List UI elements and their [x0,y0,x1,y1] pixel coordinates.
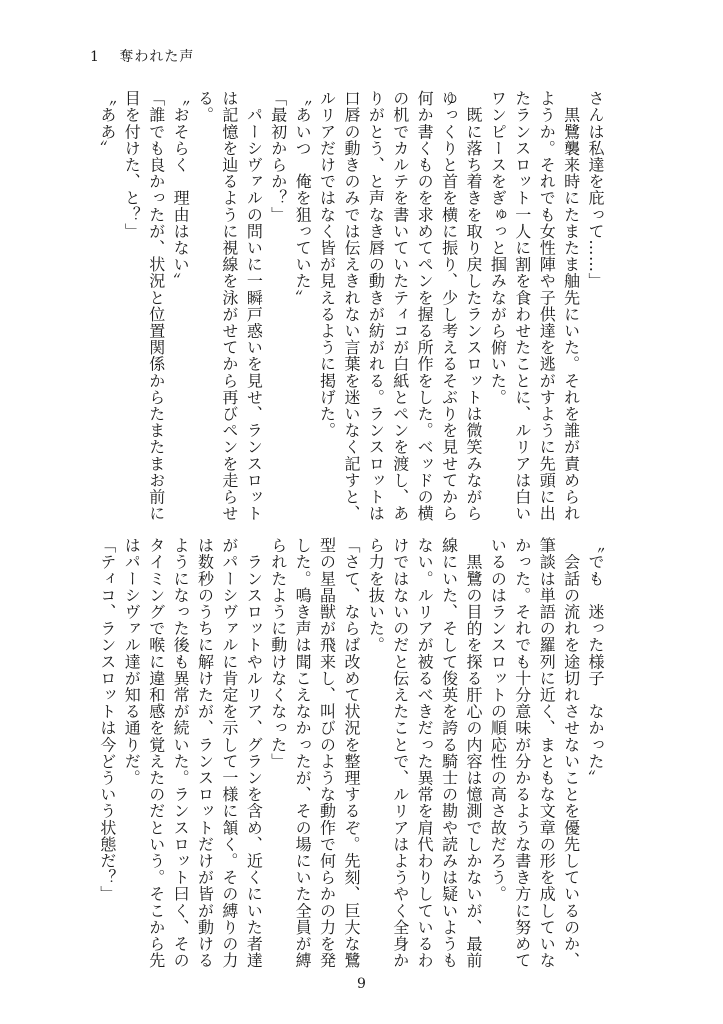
text-column: られたように動けなくなった」 [268,537,288,770]
text-column: 会話の流れを途切れさせないことを優先しているのか、 [561,537,581,969]
text-column: いるのはランスロットの順応性の高さ故だろう。 [488,537,508,903]
text-column: の机でカルテを書いていたティコが白紙とペンを渡し、あ [390,90,410,522]
text-column: 線にいた、そして俊英を誇る騎士の勘や読みは疑いようも [439,537,459,969]
text-block-bottom [92,537,607,969]
text-column: 「誰でも良かったが、状況と位置関係からたまたまお前に [146,90,166,522]
text-column: 目を付けた、と？」 [122,90,142,240]
text-column: たランスロット一人に割を食わせたことに、ルリアは白い [512,90,532,522]
text-column: る。 [195,90,215,124]
text-column: ワンピースをぎゅっと掴みながら俯いた。 [488,90,508,406]
text-block-top [92,90,607,522]
chapter-number: 1 [90,49,100,65]
text-column: は記憶を辿るように視線を泳がせてから再びペンを走らせ [219,90,239,522]
text-column: かった。それでも十分意味が分かるような書き方に努めて [512,537,532,969]
text-column: がパーシヴァルに肯定を示して一様に頷く。その縛りの力 [219,537,239,969]
text-column: パーシヴァルの問いに一瞬戸惑いを見せ、ランスロット [244,90,264,522]
text-column: 「ティコ、ランスロットは今どういう状態だ？」 [97,537,117,903]
text-column: 〝ああ〟 [97,90,117,157]
text-column: さんは私達を庇って……」 [586,90,605,290]
text-column: タイミングで喉に違和感を覚えたのだという。そこから先 [146,537,166,969]
text-column: ランスロットやルリア、グランを含め、近くにいた者達 [244,537,264,969]
text-column: 筆談は単語の羅列に近く、まともな文章の形を成していな [537,537,557,969]
chapter-title: 奪われた声 [119,49,195,65]
text-column: 「さて、ならば改めて状況を整理するぞ。先刻、巨大な鷺 [341,537,361,969]
text-column: 〝でも 迷った様子 なかった〟 [586,537,605,786]
text-column: 既に落ち着きを取り戻したランスロットは微笑みながら [463,90,483,522]
text-column: した。鳴き声は聞こえなかったが、その場にいた全員が縛 [293,537,313,969]
text-column: は数秒のうちに解けたが、ランスロットだけが皆が動ける [195,537,215,969]
text-column: 型の星晶獣が飛来し、叫びのような動作で何らかの力を発 [317,537,337,969]
text-column: 〝あいつ 俺を狙っていた〟 [293,90,313,306]
text-column: 黒鷺襲来時にたまたま舳先にいた。それを誰が責められ [561,90,581,522]
text-column: はパーシヴァル達が知る通りだ。 [122,537,142,786]
page-number: 9 [357,976,366,992]
text-column: 「最初からか？」 [268,90,288,223]
text-column: ゆっくりと首を横に振り、少し考えるそぶりを見せてから [439,90,459,522]
text-column: 黒鷺の目的を探る肝心の内容は憶測でしかないが、最前 [463,537,483,969]
text-column: りがとう、と声なき唇の動きが紡がれる。ランスロットは [366,90,386,522]
text-column: 口唇の動きのみでは伝えきれない言葉を迷いなく記すと、 [341,90,361,522]
text-column: ようになった後も異常が続いた。ランスロット曰く、その [171,537,191,969]
text-column: ようか。それでも女性陣や子供達を逃がすように先頭に出 [537,90,557,522]
text-column: ルリアだけではなく皆が見えるように掲げた。 [317,90,337,439]
text-column: 〝おそらく 理由はない〟 [171,90,191,290]
text-column: ない。ルリアが被るべきだった異常を肩代わりしているわ [415,537,435,969]
text-column: ら力を抜いた。 [366,537,386,654]
text-column: 何か書くものを求めてペンを握る所作をした。ベッドの横 [415,90,435,522]
text-column: けではないのだと伝えたことで、ルリアはようやく全身か [390,537,410,969]
running-head [90,46,194,66]
